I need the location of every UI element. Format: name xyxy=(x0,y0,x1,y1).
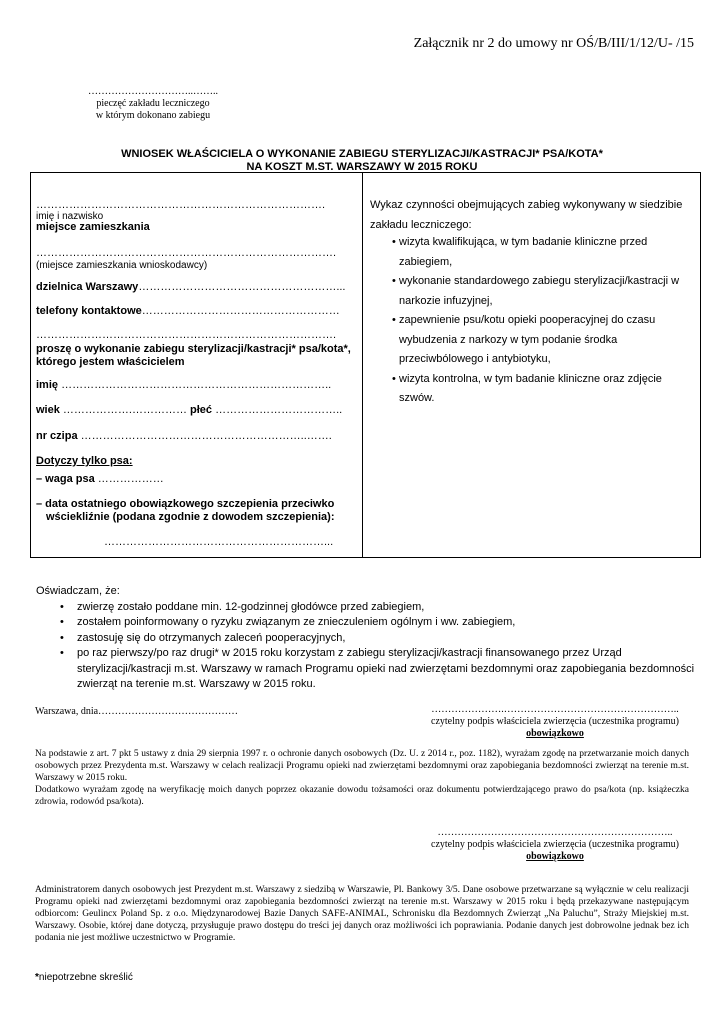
signature-mandatory-1: obowiązkowo xyxy=(526,728,584,739)
age-sex-row xyxy=(36,404,342,416)
bullet-icon: • xyxy=(60,616,64,628)
chip-row xyxy=(36,430,332,442)
form-title-line-2: NA KOSZT M.ST. WARSZAWY W 2015 ROKU xyxy=(246,161,478,173)
signature-dots-1[interactable]: ………………….…………………………………………….. xyxy=(431,704,679,715)
dogs-only-heading: Dotyczy tylko psa: xyxy=(36,455,133,467)
pet-name-label: imię xyxy=(36,379,59,391)
request-line-2: którego jestem właścicielem xyxy=(36,356,185,368)
signature-dots-2[interactable]: …………………………………………………………….. xyxy=(437,827,673,838)
age-field[interactable]: ……………….…………… xyxy=(59,404,191,416)
signature-block-2 xyxy=(415,827,695,863)
bullet-icon: • xyxy=(392,236,396,248)
request-line-1: proszę o wykonanie zabiegu sterylizacji/kastracji* psa/kota*, xyxy=(36,343,351,355)
residence-field[interactable]: ………………………………………………………………………. xyxy=(36,247,337,259)
data-administrator-note: Administratorem danych osobowych jest Prezydent m.st. Warszawy z siedzibą w Warszawie, Pl. Bankowy 3/5. Dane osobowe przetwarzane są wyłącznie w celu realizacji Programu opieki nad zwierzętami bezdomnymi oraz zapobiegania bezdomności zwierząt na terenie m.st. Warszawy w 2015 roku i będą przekazywane następującym odbiorcom: Geulincx Poland Sp. z o.o. Międzynarodowej Bazie Danych SAFE-ANIMAL, Schronisku dla Bezdomnych Zwierząt „Na Paluchu”, Straży Miejskiej m.st. Warszawy. Osobie, której dane dotyczą, przysługuje prawo dostępu do treści jej danych oraz możliwości ich poprawiania. Podanie danych jest dobrowolne jednak bez ich podania nie jest możliwe uczestnictwo w Programie. xyxy=(35,885,689,943)
vaccination-line-1: – data ostatniego obowiązkowego szczepienia przeciwko xyxy=(36,498,335,510)
bullet-icon: • xyxy=(392,275,396,287)
declaration-intro: Oświadczam, że: xyxy=(36,585,120,597)
declaration-item: • po raz pierwszy/po raz drugi* w 2015 roku korzystam z zabiegu sterylizacji/kastracji finansowanego przez Urząd sterylizacji/kastracji m.st. Warszawy w ramach Programu opieki nad zwierzętami bezdomnymi oraz zapobiegania bezdomności zwierząt na terenie m.st. Warszawy w 2015 roku. xyxy=(60,647,695,690)
owner-pet-data-column xyxy=(31,173,363,557)
procedure-scope-item: • zapewnienie psu/kotu opieki pooperacyjnej do czasu wybudzenia z narkozy w tym podanie środka przeciwbólowego i antybiotyku, xyxy=(370,311,690,370)
phones-label: telefony kontaktowe xyxy=(36,305,142,317)
vaccination-date-field[interactable]: ……………………………………………………... xyxy=(104,536,334,548)
stamp-label-2: w którym dokonano zabiegu xyxy=(95,110,211,121)
owner-name-label: imię i nazwisko xyxy=(36,211,104,222)
bullet-icon: • xyxy=(392,314,396,326)
bullet-icon: • xyxy=(60,600,64,613)
owner-declaration xyxy=(36,584,696,693)
footnote-asterisk: * xyxy=(35,972,39,983)
signature-block-1 xyxy=(415,704,695,740)
procedure-scope-item: • wykonanie standardowego zabiegu sterylizacji/kastracji w narkozie infuzyjnej, xyxy=(370,272,690,311)
procedure-scope-column xyxy=(363,173,700,557)
age-label: wiek xyxy=(36,404,60,416)
form-title-line-1: WNIOSEK WŁAŚCICIELA O WYKONANIE ZABIEGU STERYLIZACJI/KASTRACJI* PSA/KOTA* xyxy=(121,148,603,160)
phones-row xyxy=(36,305,340,317)
residence-hint: (miejsce zamieszkania wnioskodawcy) xyxy=(36,260,208,271)
district-field[interactable]: ………………………………………………... xyxy=(138,281,346,293)
form-title xyxy=(30,148,694,174)
bullet-icon: • xyxy=(392,372,396,385)
footnote-text: niepotrzebne skreślić xyxy=(38,972,133,983)
pet-name-field[interactable]: ……………………………………………………………….. xyxy=(58,379,332,391)
stamp-label-1: pieczęć zakładu leczniczego xyxy=(96,98,210,109)
procedure-scope-item: • wizyta kwalifikująca, w tym badanie kliniczne przed zabiegiem, xyxy=(370,233,690,272)
footnote xyxy=(35,972,133,983)
place-date-field[interactable]: Warszawa, dnia…………………………………… xyxy=(35,706,239,717)
vaccination-line-2: wściekliźnie (podana zgodnie z dowodem szczepienia): xyxy=(46,511,335,523)
bullet-icon: • xyxy=(60,647,64,659)
data-processing-consent xyxy=(35,748,689,808)
signature-label-2: czytelny podpis właściciela zwierzęcia (uczestnika programu) xyxy=(431,839,679,850)
application-form-box xyxy=(30,172,701,558)
sex-field[interactable]: …………………………….. xyxy=(212,404,343,416)
declaration-list xyxy=(36,600,696,693)
dog-weight-label: – waga psa xyxy=(36,473,95,485)
dog-weight-field[interactable]: ……………… xyxy=(94,473,164,485)
clinic-stamp-area xyxy=(78,86,228,122)
dog-weight-row xyxy=(36,473,164,485)
declaration-item: • zostałem poinformowany o ryzyku związanym ze znieczuleniem ogólnym i ww. zabiegiem, xyxy=(36,615,696,631)
signature-mandatory-2: obowiązkowo xyxy=(526,851,584,862)
procedure-scope-intro: Wykaz czynności obejmujących zabieg wykonywany w siedzibie zakładu leczniczego: xyxy=(370,199,683,231)
declaration-item: • zwierzę zostało poddane min. 12-godzinnej głodówce przed zabiegiem, xyxy=(36,600,696,616)
residence-label: miejsce zamieszkania xyxy=(36,221,150,233)
bullet-icon: • xyxy=(60,631,64,644)
annex-reference: Załącznik nr 2 do umowy nr OŚ/B/III/1/12/U- /15 xyxy=(413,36,694,51)
signature-label-1: czytelny podpis właściciela zwierzęcia (uczestnika programu) xyxy=(431,716,679,727)
sex-label: płeć xyxy=(190,404,213,416)
owner-name-field[interactable]: ……………………………………………………………………. xyxy=(36,199,326,211)
procedure-scope-list xyxy=(370,233,690,409)
request-dots: ………………………………………………………………………. xyxy=(36,329,337,341)
chip-field[interactable]: ……………………………………………………..……. xyxy=(77,430,332,442)
phones-field[interactable]: ……………………………………………… xyxy=(141,305,340,317)
district-label: dzielnica Warszawy xyxy=(36,281,139,293)
district-row xyxy=(36,281,345,293)
consent-paragraph-1: Na podstawie z art. 7 pkt 5 ustawy z dnia 29 sierpnia 1997 r. o ochronie danych osobowych (Dz. U. z 2014 r., poz. 1182), wyrażam zgodę na przetwarzanie moich danych osobowych przez Prezydenta m.st. Warszawy w celach realizacji Programu opieki nad zwierzętami bezdomnymi oraz zapobiegania bezdomności zwierząt na terenie m.st. Warszawy w 2015 roku. xyxy=(35,749,689,783)
chip-label: nr czipa xyxy=(36,430,78,442)
declaration-item: • zastosuję się do otrzymanych zaleceń pooperacyjnych, xyxy=(36,631,696,647)
pet-name-row xyxy=(36,379,331,391)
consent-paragraph-2: Dodatkowo wyrażam zgodę na weryfikację moich danych poprzez okazanie dowodu tożsamości oraz dokumentu potwierdzającego prawo do psa/kota (np. książeczka zdrowia, rodowód psa/kota). xyxy=(35,785,689,807)
stamp-dots: …………………………..…….. xyxy=(88,86,218,97)
procedure-scope-item: • wizyta kontrolna, w tym badanie kliniczne oraz zdjęcie szwów. xyxy=(370,370,690,409)
